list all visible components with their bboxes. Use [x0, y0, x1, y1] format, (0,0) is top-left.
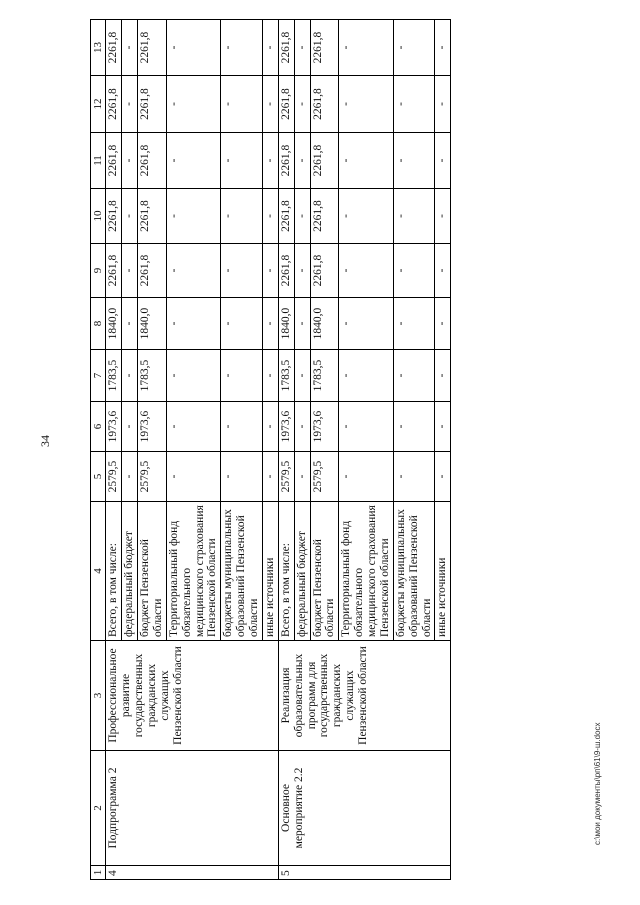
header-cell: 6 [91, 402, 106, 452]
value-cell: - [294, 20, 310, 76]
value-cell: 1783,5 [138, 350, 167, 402]
value-cell: - [393, 76, 435, 133]
value-cell: 2261,8 [106, 20, 122, 76]
value-cell: 2579,5 [278, 452, 294, 502]
value-cell: - [435, 402, 451, 452]
value-cell: - [166, 402, 221, 452]
value-cell: 2261,8 [138, 244, 167, 298]
header-cell: 7 [91, 350, 106, 402]
header-cell: 11 [91, 133, 106, 189]
header-cell: 3 [91, 641, 106, 751]
value-cell: 2261,8 [278, 133, 294, 189]
rotated-table-container [90, 20, 451, 880]
program-description-cell: Реализация образовательных программ для государственных гражданских служащих Пензенской области [278, 641, 451, 751]
value-cell: - [435, 20, 451, 76]
program-name-cell: Основное мероприятие 2.2 [278, 751, 451, 866]
value-cell: - [122, 402, 138, 452]
value-cell: - [122, 20, 138, 76]
header-cell: 1 [91, 866, 106, 880]
table-row [106, 20, 122, 880]
value-cell: 1840,0 [106, 298, 122, 350]
value-cell: - [221, 350, 263, 402]
value-cell: 2261,8 [310, 244, 339, 298]
value-cell: 1840,0 [278, 298, 294, 350]
value-cell: - [393, 133, 435, 189]
value-cell: 1973,6 [138, 402, 167, 452]
value-cell: 1973,6 [278, 402, 294, 452]
value-cell: - [435, 76, 451, 133]
value-cell: - [339, 133, 394, 189]
value-cell: 2261,8 [138, 133, 167, 189]
value-cell: 2579,5 [138, 452, 167, 502]
value-cell: - [122, 76, 138, 133]
value-cell: - [262, 452, 278, 502]
value-cell: 2261,8 [106, 133, 122, 189]
value-cell: - [339, 402, 394, 452]
value-cell: - [294, 133, 310, 189]
value-cell: - [294, 189, 310, 244]
value-cell: - [294, 298, 310, 350]
value-cell: - [262, 20, 278, 76]
value-cell: - [166, 133, 221, 189]
header-cell: 9 [91, 244, 106, 298]
value-cell: 2261,8 [106, 244, 122, 298]
value-cell: 2261,8 [106, 189, 122, 244]
value-cell: 1783,5 [278, 350, 294, 402]
value-cell: 2579,5 [106, 452, 122, 502]
header-cell: 10 [91, 189, 106, 244]
value-cell: 1783,5 [106, 350, 122, 402]
value-cell: - [122, 133, 138, 189]
value-cell: - [262, 402, 278, 452]
funding-source-cell: иные источники [435, 502, 451, 641]
value-cell: - [435, 298, 451, 350]
value-cell: - [393, 244, 435, 298]
funding-source-cell: бюджеты муниципальных образований Пензенской области [393, 502, 435, 641]
value-cell: - [393, 20, 435, 76]
value-cell: - [435, 244, 451, 298]
header-cell: 5 [91, 452, 106, 502]
value-cell: 2261,8 [278, 20, 294, 76]
row-number-cell: 4 [106, 866, 279, 880]
program-name-cell: Подпрограмма 2 [106, 751, 279, 866]
value-cell: 2261,8 [278, 189, 294, 244]
value-cell: - [294, 402, 310, 452]
value-cell: - [122, 350, 138, 402]
value-cell: - [166, 189, 221, 244]
funding-source-cell: федеральный бюджет [294, 502, 310, 641]
funding-source-cell: Всего, в том числе: [278, 502, 294, 641]
header-cell: 13 [91, 20, 106, 76]
value-cell: - [339, 244, 394, 298]
page-number: 34 [38, 435, 52, 447]
value-cell: - [221, 402, 263, 452]
value-cell: - [262, 76, 278, 133]
value-cell: - [166, 20, 221, 76]
value-cell: 1783,5 [310, 350, 339, 402]
value-cell: 1973,6 [106, 402, 122, 452]
value-cell: 2261,8 [310, 189, 339, 244]
table-header-row [91, 20, 106, 880]
value-cell: - [294, 350, 310, 402]
header-cell: 2 [91, 751, 106, 866]
header-cell: 12 [91, 76, 106, 133]
value-cell: - [221, 298, 263, 350]
value-cell: 1840,0 [310, 298, 339, 350]
value-cell: - [339, 452, 394, 502]
value-cell: 2261,8 [310, 133, 339, 189]
value-cell: 1973,6 [310, 402, 339, 452]
value-cell: - [435, 452, 451, 502]
value-cell: - [221, 452, 263, 502]
value-cell: - [262, 244, 278, 298]
value-cell: - [435, 350, 451, 402]
value-cell: 2261,8 [310, 20, 339, 76]
value-cell: 2261,8 [138, 189, 167, 244]
value-cell: - [393, 452, 435, 502]
value-cell: - [339, 76, 394, 133]
value-cell: - [339, 189, 394, 244]
value-cell: - [294, 452, 310, 502]
value-cell: - [122, 189, 138, 244]
value-cell: - [393, 350, 435, 402]
value-cell: 2579,5 [310, 452, 339, 502]
value-cell: - [166, 244, 221, 298]
value-cell: 2261,8 [138, 20, 167, 76]
value-cell: - [294, 244, 310, 298]
funding-source-cell: федеральный бюджет [122, 502, 138, 641]
value-cell: - [294, 76, 310, 133]
value-cell: 2261,8 [278, 76, 294, 133]
value-cell: - [339, 350, 394, 402]
funding-source-cell: бюджеты муниципальных образований Пензенской области [221, 502, 263, 641]
value-cell: - [122, 244, 138, 298]
value-cell: - [262, 133, 278, 189]
value-cell: - [166, 452, 221, 502]
value-cell: - [221, 76, 263, 133]
value-cell: - [435, 189, 451, 244]
value-cell: - [221, 189, 263, 244]
funding-source-cell: бюджет Пензенской области [310, 502, 339, 641]
value-cell: - [393, 402, 435, 452]
value-cell: - [339, 20, 394, 76]
budget-table [90, 19, 451, 880]
value-cell: - [262, 298, 278, 350]
funding-source-cell: иные источники [262, 502, 278, 641]
header-cell: 8 [91, 298, 106, 350]
table-row [278, 20, 294, 880]
value-cell: - [221, 20, 263, 76]
value-cell: - [221, 244, 263, 298]
row-number-cell: 5 [278, 866, 451, 880]
value-cell: - [262, 350, 278, 402]
funding-source-cell: бюджет Пензенской области [138, 502, 167, 641]
value-cell: - [166, 350, 221, 402]
value-cell: 2261,8 [106, 76, 122, 133]
value-cell: - [122, 298, 138, 350]
value-cell: 2261,8 [278, 244, 294, 298]
funding-source-cell: Всего, в том числе: [106, 502, 122, 641]
value-cell: - [221, 133, 263, 189]
program-description-cell: Профессиональное развитие государственных гражданских служащих Пензенской области [106, 641, 279, 751]
header-cell: 4 [91, 502, 106, 641]
value-cell: 2261,8 [138, 76, 167, 133]
value-cell: - [166, 298, 221, 350]
footer-file-path: c:\мои документы\рп\61\9-ш.docx [593, 722, 602, 845]
value-cell: 2261,8 [310, 76, 339, 133]
value-cell: 1840,0 [138, 298, 167, 350]
funding-source-cell: Территориальный фонд обязательного медицинского страхования Пензенской области [339, 502, 394, 641]
value-cell: - [393, 298, 435, 350]
value-cell: - [122, 452, 138, 502]
value-cell: - [262, 189, 278, 244]
funding-source-cell: Территориальный фонд обязательного медицинского страхования Пензенской области [166, 502, 221, 641]
value-cell: - [166, 76, 221, 133]
value-cell: - [435, 133, 451, 189]
value-cell: - [393, 189, 435, 244]
value-cell: - [339, 298, 394, 350]
